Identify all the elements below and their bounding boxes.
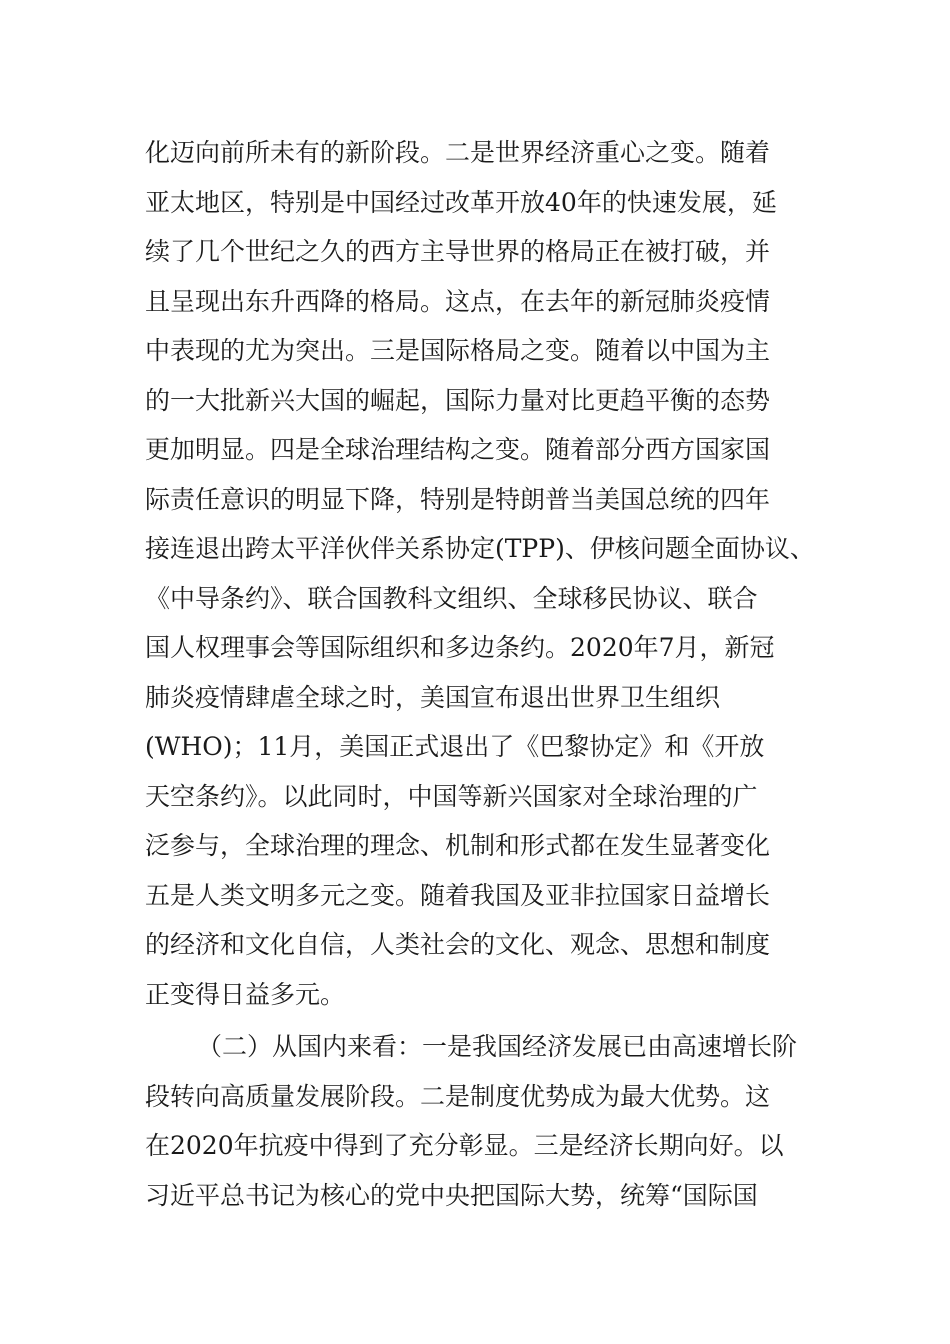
text-line: 习近平总书记为核心的党中央把国际大势，统筹“国际国 [145,1180,758,1210]
text-line: 化迈向前所未有的新阶段。二是世界经济重心之变。随着 [145,138,771,167]
text-line: 正变得日益多元。 [145,979,346,1009]
text-line: 且呈现出东升西降的格局。这点，在去年的新冠肺炎疫情 [145,286,771,316]
text-line: 更加明显。四是全球治理结构之变。随着部分西方国家国 [145,435,771,464]
text-line: 中表现的尤为突出。三是国际格局之变。随着以中国为主 [145,336,771,365]
text-line: 《中导条约》、联合国教科文组织、全球移民协议、联合 [145,583,758,613]
text-line: 五是人类文明多元之变。随着我国及亚非拉国家日益增长 [145,880,771,910]
text-line: (WHO)；11月，美国正式退出了《巴黎协定》和《开放 [145,732,765,761]
text-line: 在2020年抗疫中得到了充分彰显。三是经济长期向好。以 [145,1131,784,1160]
text-line: 的经济和文化自信，人类社会的文化、观念、思想和制度 [145,930,771,959]
text-line: 段转向高质量发展阶段。二是制度优势成为最大优势。这 [145,1081,771,1111]
text-line: 天空条约》。以此同时，中国等新兴国家对全球治理的广 [145,781,758,811]
text-line: 泛参与，全球治理的理念、机制和形式都在发生显著变化 [145,831,771,860]
text-line: 接连退出跨太平洋伙伴关系协定(TPP)、伊核问题全面协议、 [145,534,815,563]
text-line: 际责任意识的明显下降，特别是特朗普当美国总统的四年 [145,484,771,514]
text-line: 亚太地区，特别是中国经过改革开放40年的快速发展，延 [145,187,777,217]
text-line: 的一大批新兴大国的崛起，国际力量对比更趋平衡的态势 [145,385,771,415]
text-line: 肺炎疫情肆虐全球之时，美国宣布退出世界卫生组织 [145,682,721,712]
text-line: 续了几个世纪之久的西方主导世界的格局正在被打破，并 [145,237,771,266]
paragraph-start-line: （二）从国内来看：一是我国经济发展已由高速增长阶 [197,1032,798,1061]
document-body [145,128,835,1220]
text-line: 国人权理事会等国际组织和多边条约。2020年7月，新冠 [145,633,775,662]
